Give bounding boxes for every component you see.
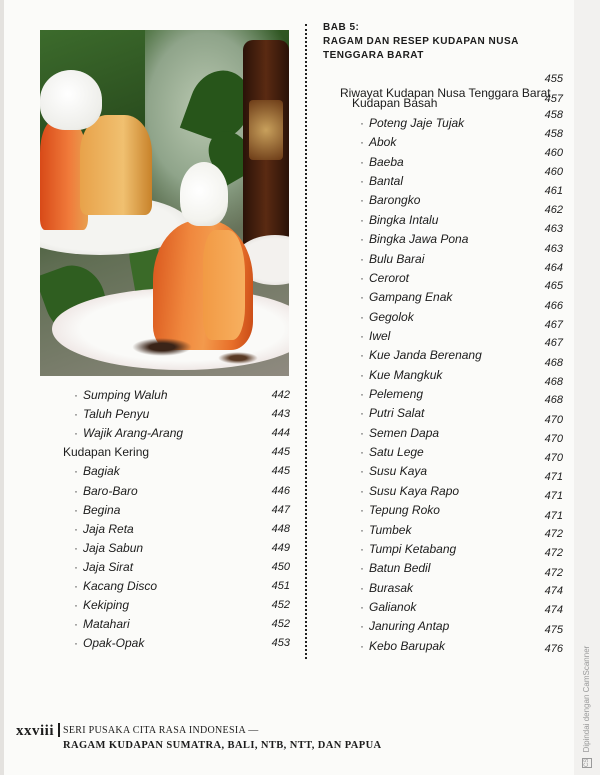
bullet-icon: · <box>74 521 78 536</box>
bullet-icon: · <box>360 464 364 479</box>
toc-page-number: 460 <box>544 166 563 179</box>
series-title: SERI PUSAKA CITA RASA INDONESIA — <box>63 725 259 736</box>
toc-entry-label: Kudapan Basah <box>352 96 438 110</box>
toc-page-number: 464 <box>544 261 563 274</box>
bullet-icon: · <box>360 328 364 343</box>
toc-page-number: 471 <box>544 490 563 503</box>
toc-entry <box>360 464 427 478</box>
toc-page-number: 445 <box>271 465 290 478</box>
toc-entry-label: Susu Kaya Rapo <box>369 483 460 498</box>
bullet-icon: · <box>360 232 364 247</box>
bullet-icon: · <box>74 579 78 593</box>
bullet-icon: · <box>360 174 364 189</box>
toc-entry-label: Riwayat Kudapan Nusa Tenggara Barat <box>340 86 551 100</box>
toc-entry <box>360 619 449 633</box>
toc-page-number: 471 <box>544 470 563 483</box>
toc-entry-label: Susu Kaya <box>369 464 428 479</box>
toc-entry-label: Putri Salat <box>369 406 425 421</box>
toc-page-number: 455 <box>544 73 563 85</box>
toc-entry <box>74 636 144 650</box>
toc-page-number: 452 <box>271 599 290 612</box>
bullet-icon: · <box>360 580 364 595</box>
toc-entry-label: Gegolok <box>369 309 414 324</box>
toc-page-number: 472 <box>544 547 563 560</box>
toc-entry <box>360 232 468 246</box>
toc-entry <box>74 541 143 555</box>
bullet-icon: · <box>360 522 364 537</box>
toc-entry-label: Bantal <box>369 174 404 189</box>
toc-page-number: 458 <box>544 128 563 141</box>
toc-entry-label: Bulu Barai <box>369 251 425 266</box>
toc-entry <box>360 252 424 266</box>
toc-entry-label: Jaja Reta <box>83 521 134 536</box>
toc-entry <box>360 135 396 149</box>
toc-entry <box>74 464 120 478</box>
toc-page-number: 445 <box>271 446 290 459</box>
toc-page-number: 444 <box>271 427 290 440</box>
bullet-icon: · <box>360 193 364 208</box>
bullet-icon: · <box>360 270 364 285</box>
bullet-icon: · <box>360 290 364 305</box>
toc-entry <box>74 388 168 402</box>
bullet-icon: · <box>74 598 78 613</box>
bullet-icon: · <box>74 502 78 517</box>
toc-entry <box>360 116 464 130</box>
toc-entry-label: Jaja Sirat <box>83 559 134 574</box>
toc-entry <box>360 445 424 459</box>
toc-page-number: 467 <box>544 318 563 331</box>
toc-entry-label: Iwel <box>369 328 391 343</box>
toc-entry-label: Baro-Baro <box>83 483 138 498</box>
toc-page-number: 468 <box>544 376 563 389</box>
toc-entry-label: Baeba <box>369 154 404 169</box>
toc-page-number: 448 <box>271 522 290 535</box>
toc-entry <box>74 522 134 536</box>
toc-entry <box>360 600 416 614</box>
toc-entry-label: Sumping Waluh <box>83 388 168 402</box>
toc-page-number: 450 <box>271 560 290 573</box>
toc-entry-label: Wajik Arang-Arang <box>83 426 184 441</box>
toc-entry-label: Tepung Roko <box>369 503 440 518</box>
bullet-icon: · <box>360 387 364 402</box>
toc-entry-label: Kebo Barupak <box>369 638 446 653</box>
bullet-icon: · <box>360 135 364 150</box>
toc-page-number: 466 <box>544 299 563 312</box>
toc-page-number: 457 <box>544 93 563 105</box>
toc-page-number: 470 <box>544 413 563 426</box>
toc-entry <box>360 155 404 169</box>
toc-entry-label: Barongko <box>369 193 421 208</box>
toc-entry <box>360 348 482 362</box>
page-number: xxviii <box>16 723 55 739</box>
bullet-icon: · <box>360 425 364 440</box>
toc-entry <box>360 290 452 304</box>
toc-entry-label: Poteng Jaje Tujak <box>369 116 465 130</box>
toc-page-number: 472 <box>544 566 563 579</box>
toc-entry-label: Bagiak <box>83 464 120 479</box>
toc-entry <box>360 561 430 575</box>
bullet-icon: · <box>360 561 364 576</box>
toc-entry-label: Batun Bedil <box>369 561 431 576</box>
toc-page-number: 462 <box>544 203 563 216</box>
toc-entry <box>74 407 149 421</box>
toc-entry <box>360 542 456 556</box>
bullet-icon: · <box>360 619 364 634</box>
bullet-icon: · <box>360 541 364 556</box>
toc-page-number: 446 <box>271 484 290 497</box>
bullet-icon: · <box>74 540 78 555</box>
toc-page-number: 468 <box>544 394 563 407</box>
toc-page-number: 470 <box>544 452 563 465</box>
bullet-icon: · <box>360 154 364 169</box>
toc-entry-label: Bingka Intalu <box>369 212 439 227</box>
toc-entry-label: Kekiping <box>83 598 130 613</box>
toc-entry-label: Gampang Enak <box>369 290 453 305</box>
bullet-icon: · <box>360 348 364 363</box>
toc-entry <box>360 368 442 382</box>
scanner-watermark: CS Dipindai dengan CamScanner <box>582 645 591 767</box>
bullet-icon: · <box>74 407 78 422</box>
toc-entry-label: Cerorot <box>369 270 410 285</box>
toc-page-number: 468 <box>544 356 563 369</box>
bullet-icon: · <box>74 617 78 632</box>
toc-page-number: 458 <box>544 109 563 121</box>
toc-entry <box>360 503 440 517</box>
toc-page-number: 467 <box>544 337 563 350</box>
toc-entry-label: Begina <box>83 502 121 517</box>
toc-entry-label: Matahari <box>83 617 130 632</box>
toc-page-number: 442 <box>271 389 290 401</box>
toc-entry-label: Kudapan Kering <box>63 445 150 460</box>
bullet-icon: · <box>360 638 364 653</box>
toc-page-number: 474 <box>544 604 563 617</box>
toc-entry <box>360 310 414 324</box>
toc-page-number: 449 <box>271 541 290 554</box>
bullet-icon: · <box>360 251 364 266</box>
bullet-icon: · <box>360 600 364 614</box>
toc-entry <box>360 213 438 227</box>
bullet-icon: · <box>360 503 364 518</box>
toc-entry-label: Pelemeng <box>369 387 424 402</box>
toc-page-number: 447 <box>271 503 290 516</box>
toc-page-number: 452 <box>271 618 290 631</box>
toc-entry <box>360 406 424 420</box>
toc-page-number: 463 <box>544 223 563 236</box>
toc-entry <box>74 560 133 574</box>
toc-page-number: 471 <box>544 509 563 522</box>
bullet-icon: · <box>74 636 78 651</box>
toc-page-number: 475 <box>544 623 563 636</box>
toc-entry-label: Januring Antap <box>369 619 450 634</box>
bullet-icon: · <box>360 445 364 460</box>
toc-page-number: 463 <box>544 242 563 255</box>
toc-page-number: 460 <box>544 146 563 159</box>
bullet-icon: · <box>360 309 364 324</box>
toc-page-number: 474 <box>544 585 563 597</box>
toc-page-number: 451 <box>271 580 290 592</box>
bullet-icon: · <box>360 367 364 382</box>
toc-entry-label: Opak-Opak <box>83 636 145 651</box>
toc-entry <box>74 598 129 612</box>
toc-entry <box>360 426 439 440</box>
bullet-icon: · <box>74 426 78 441</box>
footer-divider <box>58 723 60 737</box>
chapter-title: BAB 5: RAGAM DAN RESEP KUDAPAN NUSA TENGGARA BARAT <box>323 22 519 61</box>
toc-entry-label: Burasak <box>369 580 414 595</box>
toc-entry <box>74 503 120 517</box>
toc-entry <box>360 523 411 537</box>
toc-page-number: 476 <box>544 643 563 656</box>
toc-page-number: 470 <box>544 433 563 446</box>
toc-entry-label: Jaja Sabun <box>83 540 144 555</box>
toc-entry-label: Semen Dapa <box>369 425 440 440</box>
toc-entry <box>74 579 157 593</box>
column-divider <box>305 24 307 659</box>
bullet-icon: · <box>360 212 364 227</box>
toc-entry <box>74 484 138 498</box>
toc-entry-label: Satu Lege <box>369 445 424 460</box>
toc-page-number: 443 <box>271 408 290 421</box>
toc-entry-label: Galianok <box>369 600 417 614</box>
toc-entry <box>360 387 423 401</box>
toc-entry-label: Abok <box>369 135 397 150</box>
toc-entry <box>74 617 130 631</box>
bullet-icon: · <box>360 406 364 421</box>
toc-entry-label: Tumpi Ketabang <box>369 541 457 556</box>
bullet-icon: · <box>360 116 364 130</box>
toc-category <box>63 445 149 459</box>
toc-entry-label: Kacang Disco <box>83 579 158 593</box>
toc-entry <box>360 174 403 188</box>
toc-entry-label: Bingka Jawa Pona <box>369 232 469 247</box>
toc-entry-label: Kue Mangkuk <box>369 367 443 382</box>
camscanner-icon: CS <box>584 758 590 767</box>
toc-entry <box>74 426 183 440</box>
toc-page-number: 461 <box>544 185 563 198</box>
toc-entry <box>360 484 459 498</box>
toc-entry-label: Taluh Penyu <box>83 407 150 422</box>
toc-page-number: 453 <box>271 637 290 650</box>
toc-entry <box>360 329 390 343</box>
toc-entry <box>360 271 409 285</box>
toc-entry <box>360 193 420 207</box>
toc-entry-label: Kue Janda Berenang <box>369 348 482 363</box>
bullet-icon: · <box>360 483 364 498</box>
toc-entry-label: Tumbek <box>369 522 412 537</box>
toc-category <box>352 96 437 110</box>
toc-page-number: 472 <box>544 527 563 540</box>
book-subtitle: RAGAM KUDAPAN SUMATRA, BALI, NTB, NTT, DAN PAPUA <box>63 740 382 751</box>
bullet-icon: · <box>74 559 78 574</box>
bullet-icon: · <box>74 464 78 479</box>
toc-page-number: 465 <box>544 280 563 293</box>
bullet-icon: · <box>74 388 78 402</box>
bullet-icon: · <box>74 483 78 498</box>
toc-entry <box>360 581 413 595</box>
food-photo <box>40 30 289 376</box>
toc-entry <box>360 639 445 653</box>
